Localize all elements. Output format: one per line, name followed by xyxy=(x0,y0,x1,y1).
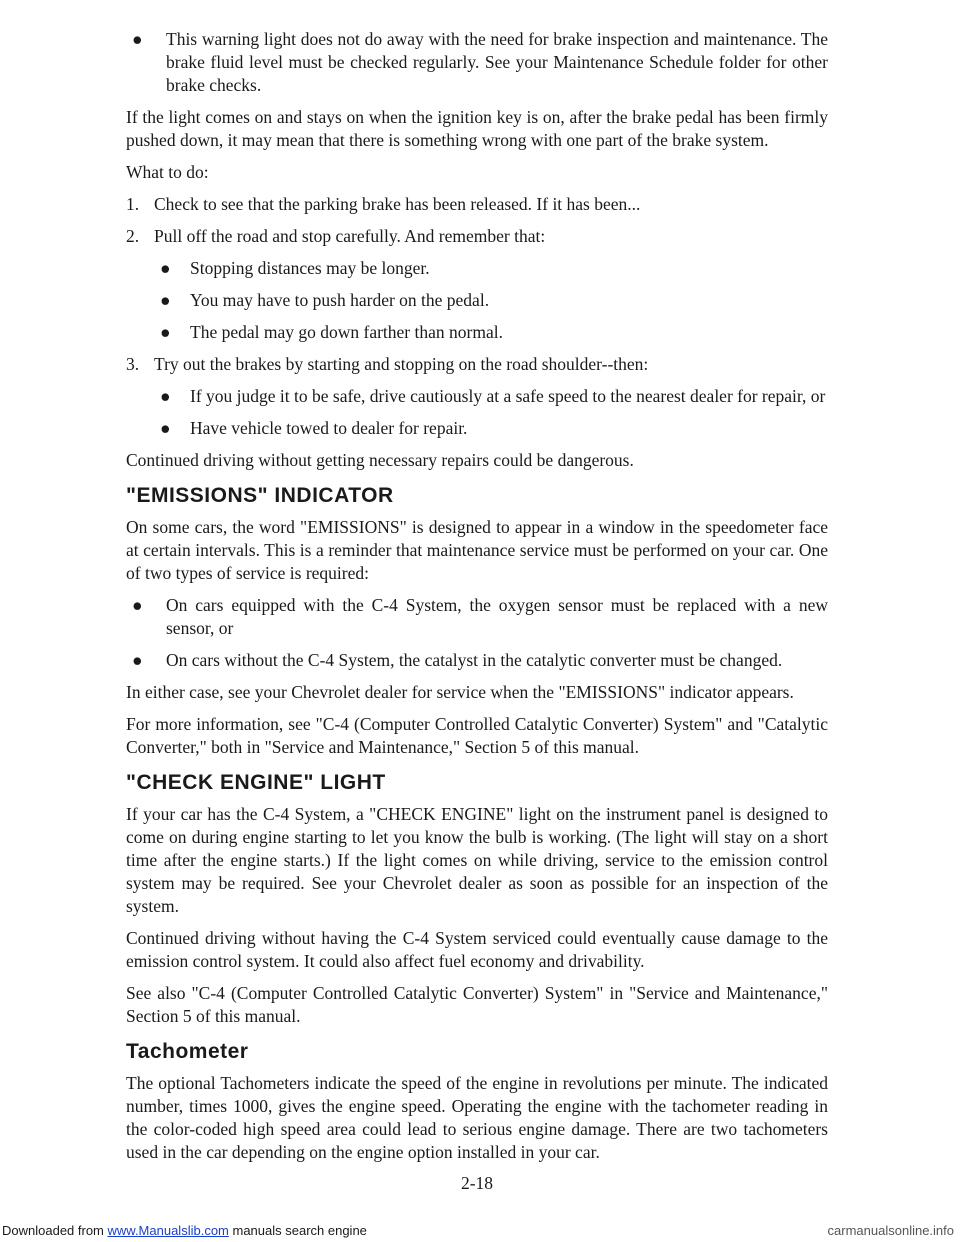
bullet-icon: ● xyxy=(160,258,171,278)
page-number: 2-18 xyxy=(460,1173,494,1193)
bullet-icon: ● xyxy=(160,290,171,310)
step3-bullet: ● If you judge it to be safe, drive cautiously at a safe speed to the nearest dealer for repair, or xyxy=(156,385,828,408)
paragraph-light: If the light comes on and stays on when the ignition key is on, after the brake pedal has been firmly pushed down, it may mean that there is something wrong with one part of the brake system. xyxy=(126,107,828,150)
step-3 xyxy=(126,353,828,376)
paragraph-check-engine: If your car has the C-4 System, a "CHECK ENGINE" light on the instrument panel is designed to come on during engine starting to let you know the bulb is working. (The light will stay on a short time after the engine starts.) If the light comes on while driving, service to the emission control system may be required. See your Chevrolet dealer as soon as possible for an inspection of the system. xyxy=(126,804,828,916)
step-number: 2. xyxy=(126,226,140,246)
heading-check-engine: "CHECK ENGINE" LIGHT xyxy=(126,771,386,794)
intro-bullet-text: This warning light does not do away with the need for brake inspection and maintenance. The brake fluid level must be checked regularly. See your Maintenance Schedule folder for other brake checks. xyxy=(166,29,828,95)
bullet-icon: ● xyxy=(132,29,143,49)
step2-bullet: ● You may have to push harder on the pedal. xyxy=(156,289,828,312)
step-1 xyxy=(126,193,828,216)
step3-bullet: ● Have vehicle towed to dealer for repair. xyxy=(156,417,828,440)
paragraph-either: In either case, see your Chevrolet dealer for service when the "EMISSIONS" indicator appears. xyxy=(126,682,794,702)
heading-tachometer: Tachometer xyxy=(126,1040,249,1063)
paragraph-tachometer: The optional Tachometers indicate the speed of the engine in revolutions per minute. The indicated number, times 1000, gives the engine speed. Operating the engine with the tachometer reading in the color-coded high speed area could lead to serious engine damage. There are two tachometers used in the car depending on the engine option installed in your car. xyxy=(126,1073,828,1162)
bullet-icon: ● xyxy=(132,650,143,670)
paragraph-emissions: On some cars, the word "EMISSIONS" is designed to appear in a window in the speedometer face at certain intervals. This is a reminder that maintenance service must be performed on your car. One of two types of service is required: xyxy=(126,517,828,583)
step-2 xyxy=(126,225,828,248)
step-text: Try out the brakes by starting and stopping on the road shoulder--then: xyxy=(154,354,649,374)
manualslib-link[interactable]: www.Manualslib.com xyxy=(107,1223,229,1238)
step2-bullet: ● Stopping distances may be longer. xyxy=(156,257,828,280)
what-to-do-label: What to do: xyxy=(126,162,209,182)
download-note: Downloaded from www.Manualslib.com manuals search engine xyxy=(2,1223,367,1238)
page-content xyxy=(126,28,828,1194)
paragraph-continued: Continued driving without getting necessary repairs could be dangerous. xyxy=(126,450,634,470)
watermark: carmanualsonline.info xyxy=(827,1223,954,1238)
paragraph-check-engine-2: Continued driving without having the C-4 System serviced could eventually cause damage to the emission control system. It could also affect fuel economy and drivability. xyxy=(126,928,828,971)
intro-bullet xyxy=(126,28,828,97)
step2-bullet: ● The pedal may go down farther than normal. xyxy=(156,321,828,344)
emissions-bullet: ● On cars equipped with the C-4 System, the oxygen sensor must be replaced with a new sensor, or xyxy=(126,594,828,640)
paragraph-more-info: For more information, see "C-4 (Computer Controlled Catalytic Converter) System" and "Catalytic Converter," both in "Service and Maintenance," Section 5 of this manual. xyxy=(126,714,828,757)
step-text: Check to see that the parking brake has been released. If it has been... xyxy=(154,194,641,214)
emissions-bullet: ● On cars without the C-4 System, the catalyst in the catalytic converter must be changed. xyxy=(126,649,828,672)
step-number: 1. xyxy=(126,194,140,214)
step-number: 3. xyxy=(126,354,140,374)
paragraph-see-also: See also "C-4 (Computer Controlled Catalytic Converter) System" in "Service and Maintenance," Section 5 of this manual. xyxy=(126,983,828,1026)
bullet-icon: ● xyxy=(160,386,171,406)
bullet-icon: ● xyxy=(160,418,171,438)
step-text: Pull off the road and stop carefully. And remember that: xyxy=(154,226,546,246)
bullet-icon: ● xyxy=(160,322,171,342)
bullet-icon: ● xyxy=(132,595,143,615)
heading-emissions: "EMISSIONS" INDICATOR xyxy=(126,484,394,507)
